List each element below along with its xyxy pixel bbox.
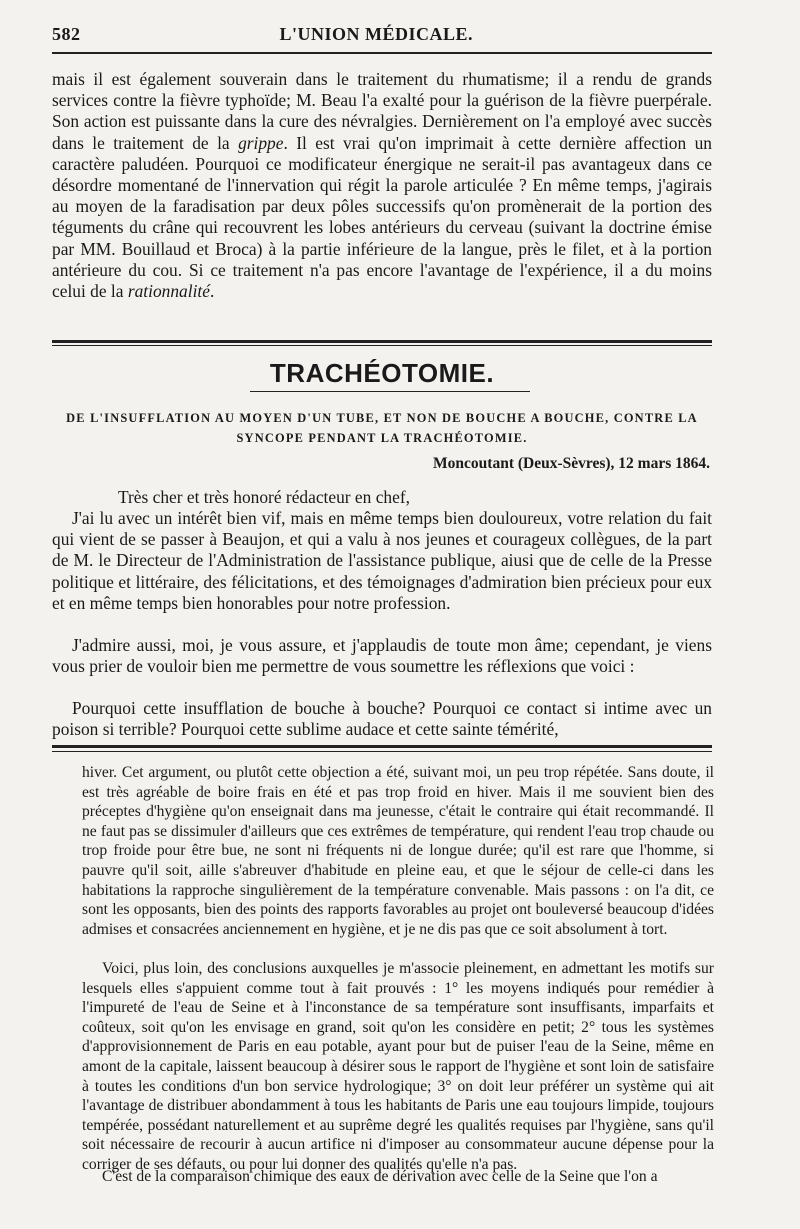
letter-paragraph-1: J'ai lu avec un intérêt bien vif, mais en même temps bien douloureux, votre relation du fait qui vient de se passer à Beaujon, et qui a valu à nos jeunes et courageux collègues, de la part de M. le Directeur de l'Administration de l'assistance publique, aiusi que de celle de la Presse politique et littéraire, des félicitations, et des témoignages d'admiration bien précieux pour eux et en même temps bien honorables pour notre profession. xyxy=(52,508,712,613)
section-rule-top-thick xyxy=(52,340,712,343)
page-number: 582 xyxy=(52,24,81,44)
footnote-rule-thin xyxy=(52,751,712,752)
journal-title: L'UNION MÉDICALE. xyxy=(279,24,474,44)
page-header xyxy=(52,24,712,45)
grippe-term: grippe xyxy=(238,132,284,153)
rationnalite-term: rationnalité xyxy=(127,281,210,302)
footnote-paragraph-3: C'est de la comparaison chimique des eaux de dérivation avec celle de la Seine que l'on a xyxy=(102,1168,658,1185)
salutation: Très cher et très honoré rédacteur en chef, xyxy=(118,487,410,507)
title-underline xyxy=(250,391,530,392)
letter-paragraph-2: J'admire aussi, moi, je vous assure, et j'applaudis de toute mon âme; cependant, je viens vous prier de vouloir bien me permettre de vous soumettre les réflexions que voici : xyxy=(52,635,712,677)
section-rule-top-thin xyxy=(52,345,712,346)
letter-paragraph-3: Pourquoi cette insufflation de bouche à bouche? Pourquoi ce contact si intime avec un poison si terrible? Pourquoi cette sublime audace et cette sainte témérité, xyxy=(52,698,712,740)
footnote-rule-thick xyxy=(52,745,712,748)
article-title: TRACHÉOTOMIE. xyxy=(269,358,495,388)
header-rule xyxy=(52,52,712,54)
footnote-paragraph-2: Voici, plus loin, des conclusions auxquelles je m'associe pleinement, en admettant les motifs sur lesquels elles s'appuient comme tout à fait prouvés : 1° les moyens indiqués pour remédier à l'impureté de l'eau de Seine et à l'inconstance de sa température sont insuffisants, imparfaits et coûteux, soit qu'on les envisage en grand, soit qu'on les considère en petit; 2° tous les systèmes d'approvisionnement de Paris en eau potable, ayant pour but de puiser l'eau de la Seine, même en amont de la capitale, laissent beaucoup à désirer sous le rapport de l'hygiène et sont loin de satisfaire à toutes les conditions d'un bon service hydrologique; 3° on doit leur préférer un système qui ait l'avantage de distribuer abondamment à tous les habitants de Paris une eau toujours limpide, toujours tempérée, possédant naturellement et au suprême degré les qualités requises par l'hygiène, sans qu'il soit nécessaire de recourir à aucun artifice ni d'imposer au consommateur aucune dépense pour la corriger de ses défauts, ou pour lui donner des qualités qu'elle n'a pas. xyxy=(82,960,714,1173)
intro-paragraph: mais il est également souverain dans le traitement du rhumatisme; il a rendu de grands services contre la fièvre typhoïde; M. Beau l'a exalté pour la guérison de la fièvre puerpérale. Son action est puissante dans la cure des névralgies. Dernièrement on l'a employé avec succès dans le traitement de la grippe. Il est vrai qu'on imprimait à cette dernière affection un caractère paludéen. Pourquoi ce modificateur énergique ne serait-il pas avantageux dans ce désordre momentané de l'innervation qui régit la parole articulée ? En même temps, j'agirais au moyen de la faradisation par deux pôles successifs qu'on promènerait de la portion des téguments du crâne qui recouvrent les lobes antérieurs du cerveau (suivant la doctrine émise par MM. Bouillaud et Broca) à la partie inférieure de la langue, près le filet, et à la portion antérieure du cou. Si ce traitement n'a pas encore l'avantage de l'expérience, il a du moins celui de la rationnalité. xyxy=(52,69,712,302)
footnote-paragraph-1: hiver. Cet argument, ou plutôt cette objection a été, suivant moi, un peu trop répétée. Sans doute, il est très agréable de boire frais en été et pas trop froid en hiver. Mais il me souvient bien des préceptes d'hygiène qu'on enseignait dans ma jeunesse, c'était le contraire qui était recommandé. Il ne faut pas se dissimuler d'ailleurs que ces extrêmes de température, qui rendent l'eau trop chaude ou trop froide pour être bue, ne sont ni fréquents ni de longue durée; qu'il est rare que l'homme, si pauvre qu'il soit, aille s'abreuver d'habitude en pleine eau, et que le séjour de celle-ci dans les habitations la rapproche singulièrement de la température convenable. Mais passons : on l'a dit, ce sont les opposants, bien des points des rapports favorables au projet ont bouleversé beaucoup d'idées admises et consacrées anciennement en hygiène, et je ne dis pas que ce soit absolument à tort. xyxy=(82,764,714,938)
article-subtitle: DE L'INSUFFLATION AU MOYEN D'UN TUBE, ET NON DE BOUCHE A BOUCHE, CONTRE LA SYNCOPE PENDANT LA TRACHÉOTOMIE. xyxy=(66,411,698,445)
dateline: Moncoutant (Deux-Sèvres), 12 mars 1864. xyxy=(433,455,710,472)
